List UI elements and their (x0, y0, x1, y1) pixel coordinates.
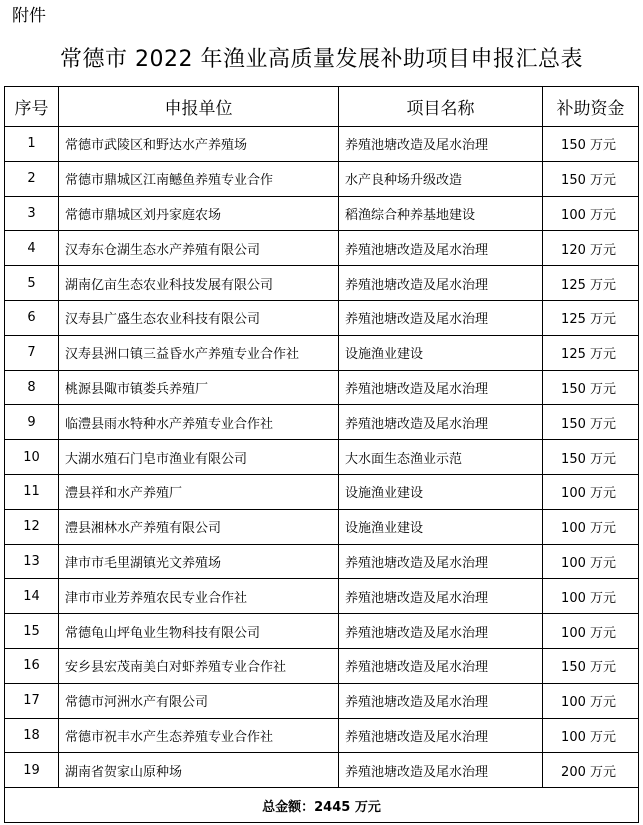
table-body (5, 127, 639, 823)
cell-unit: 常德市武陵区和野达水产养殖场 (59, 127, 339, 162)
total-amount: 总金额：2445 万元 (5, 788, 639, 823)
cell-seq: 4 (5, 231, 59, 266)
table-row (5, 683, 639, 718)
cell-project: 养殖池塘改造及尾水治理 (339, 718, 543, 753)
cell-seq: 2 (5, 161, 59, 196)
cell-seq: 6 (5, 300, 59, 335)
cell-project: 养殖池塘改造及尾水治理 (339, 300, 543, 335)
cell-project: 设施渔业建设 (339, 509, 543, 544)
table-row (5, 753, 639, 788)
table-row (5, 300, 639, 335)
cell-seq: 13 (5, 544, 59, 579)
table-row (5, 231, 639, 266)
cell-project: 稻渔综合种养基地建设 (339, 196, 543, 231)
cell-amount: 100 万元 (543, 474, 639, 509)
header-amount: 补助资金 (543, 87, 639, 127)
cell-project: 设施渔业建设 (339, 474, 543, 509)
table-row (5, 196, 639, 231)
cell-seq: 15 (5, 614, 59, 649)
table-row (5, 405, 639, 440)
cell-seq: 9 (5, 405, 59, 440)
cell-unit: 汉寿东仓湖生态水产养殖有限公司 (59, 231, 339, 266)
table-row (5, 718, 639, 753)
cell-project: 养殖池塘改造及尾水治理 (339, 231, 543, 266)
cell-unit: 汉寿县洲口镇三益昏水产养殖专业合作社 (59, 335, 339, 370)
attachment-label: 附件 (12, 6, 46, 26)
cell-seq: 14 (5, 579, 59, 614)
cell-project: 养殖池塘改造及尾水治理 (339, 127, 543, 162)
cell-unit: 常德市河洲水产有限公司 (59, 683, 339, 718)
cell-amount: 150 万元 (543, 161, 639, 196)
cell-seq: 1 (5, 127, 59, 162)
cell-project: 养殖池塘改造及尾水治理 (339, 266, 543, 301)
cell-project: 养殖池塘改造及尾水治理 (339, 405, 543, 440)
table-header-row (5, 87, 639, 127)
cell-amount: 125 万元 (543, 266, 639, 301)
table-row (5, 127, 639, 162)
cell-amount: 150 万元 (543, 648, 639, 683)
document-title: 常德市 2022 年渔业高质量发展补助项目申报汇总表 (60, 47, 583, 72)
cell-amount: 200 万元 (543, 753, 639, 788)
cell-seq: 5 (5, 266, 59, 301)
cell-project: 养殖池塘改造及尾水治理 (339, 370, 543, 405)
cell-unit: 常德市祝丰水产生态养殖专业合作社 (59, 718, 339, 753)
cell-seq: 19 (5, 753, 59, 788)
cell-unit: 津市市毛里湖镇光文养殖场 (59, 544, 339, 579)
total-row (5, 788, 639, 823)
cell-unit: 常德市鼎城区刘丹家庭农场 (59, 196, 339, 231)
cell-project: 养殖池塘改造及尾水治理 (339, 753, 543, 788)
cell-project: 养殖池塘改造及尾水治理 (339, 579, 543, 614)
cell-amount: 100 万元 (543, 718, 639, 753)
table-row (5, 440, 639, 475)
cell-amount: 100 万元 (543, 544, 639, 579)
cell-amount: 100 万元 (543, 196, 639, 231)
table-row (5, 544, 639, 579)
cell-seq: 16 (5, 648, 59, 683)
cell-amount: 125 万元 (543, 335, 639, 370)
cell-seq: 12 (5, 509, 59, 544)
header-project: 项目名称 (339, 87, 543, 127)
cell-unit: 湖南亿亩生态农业科技发展有限公司 (59, 266, 339, 301)
header-unit: 申报单位 (59, 87, 339, 127)
table-row (5, 370, 639, 405)
cell-project: 养殖池塘改造及尾水治理 (339, 683, 543, 718)
cell-seq: 3 (5, 196, 59, 231)
cell-unit: 安乡县宏茂南美白对虾养殖专业合作社 (59, 648, 339, 683)
cell-unit: 湖南省贺家山原种场 (59, 753, 339, 788)
cell-unit: 澧县祥和水产养殖厂 (59, 474, 339, 509)
cell-seq: 7 (5, 335, 59, 370)
cell-unit: 汉寿县广盛生态农业科技有限公司 (59, 300, 339, 335)
cell-amount: 150 万元 (543, 405, 639, 440)
table-row (5, 579, 639, 614)
cell-seq: 10 (5, 440, 59, 475)
cell-seq: 11 (5, 474, 59, 509)
cell-project: 设施渔业建设 (339, 335, 543, 370)
table-row (5, 509, 639, 544)
cell-amount: 150 万元 (543, 370, 639, 405)
cell-amount: 100 万元 (543, 614, 639, 649)
cell-unit: 常德龟山坪龟业生物科技有限公司 (59, 614, 339, 649)
subsidy-summary-table (4, 86, 639, 823)
cell-unit: 桃源县陬市镇娄兵养殖厂 (59, 370, 339, 405)
cell-unit: 澧县湘林水产养殖有限公司 (59, 509, 339, 544)
table-row (5, 161, 639, 196)
cell-project: 大水面生态渔业示范 (339, 440, 543, 475)
cell-amount: 150 万元 (543, 127, 639, 162)
cell-unit: 津市市业芳养殖农民专业合作社 (59, 579, 339, 614)
cell-unit: 大湖水殖石门皂市渔业有限公司 (59, 440, 339, 475)
cell-amount: 100 万元 (543, 579, 639, 614)
cell-seq: 17 (5, 683, 59, 718)
table-row (5, 474, 639, 509)
cell-project: 水产良种场升级改造 (339, 161, 543, 196)
table-row (5, 335, 639, 370)
cell-project: 养殖池塘改造及尾水治理 (339, 544, 543, 579)
cell-project: 养殖池塘改造及尾水治理 (339, 648, 543, 683)
cell-seq: 8 (5, 370, 59, 405)
cell-amount: 100 万元 (543, 683, 639, 718)
cell-unit: 临澧县雨水特种水产养殖专业合作社 (59, 405, 339, 440)
header-seq: 序号 (5, 87, 59, 127)
cell-amount: 125 万元 (543, 300, 639, 335)
cell-seq: 18 (5, 718, 59, 753)
cell-amount: 120 万元 (543, 231, 639, 266)
cell-unit: 常德市鼎城区江南鳡鱼养殖专业合作 (59, 161, 339, 196)
cell-amount: 150 万元 (543, 440, 639, 475)
table-row (5, 266, 639, 301)
table-row (5, 648, 639, 683)
cell-project: 养殖池塘改造及尾水治理 (339, 614, 543, 649)
cell-amount: 100 万元 (543, 509, 639, 544)
table-row (5, 614, 639, 649)
